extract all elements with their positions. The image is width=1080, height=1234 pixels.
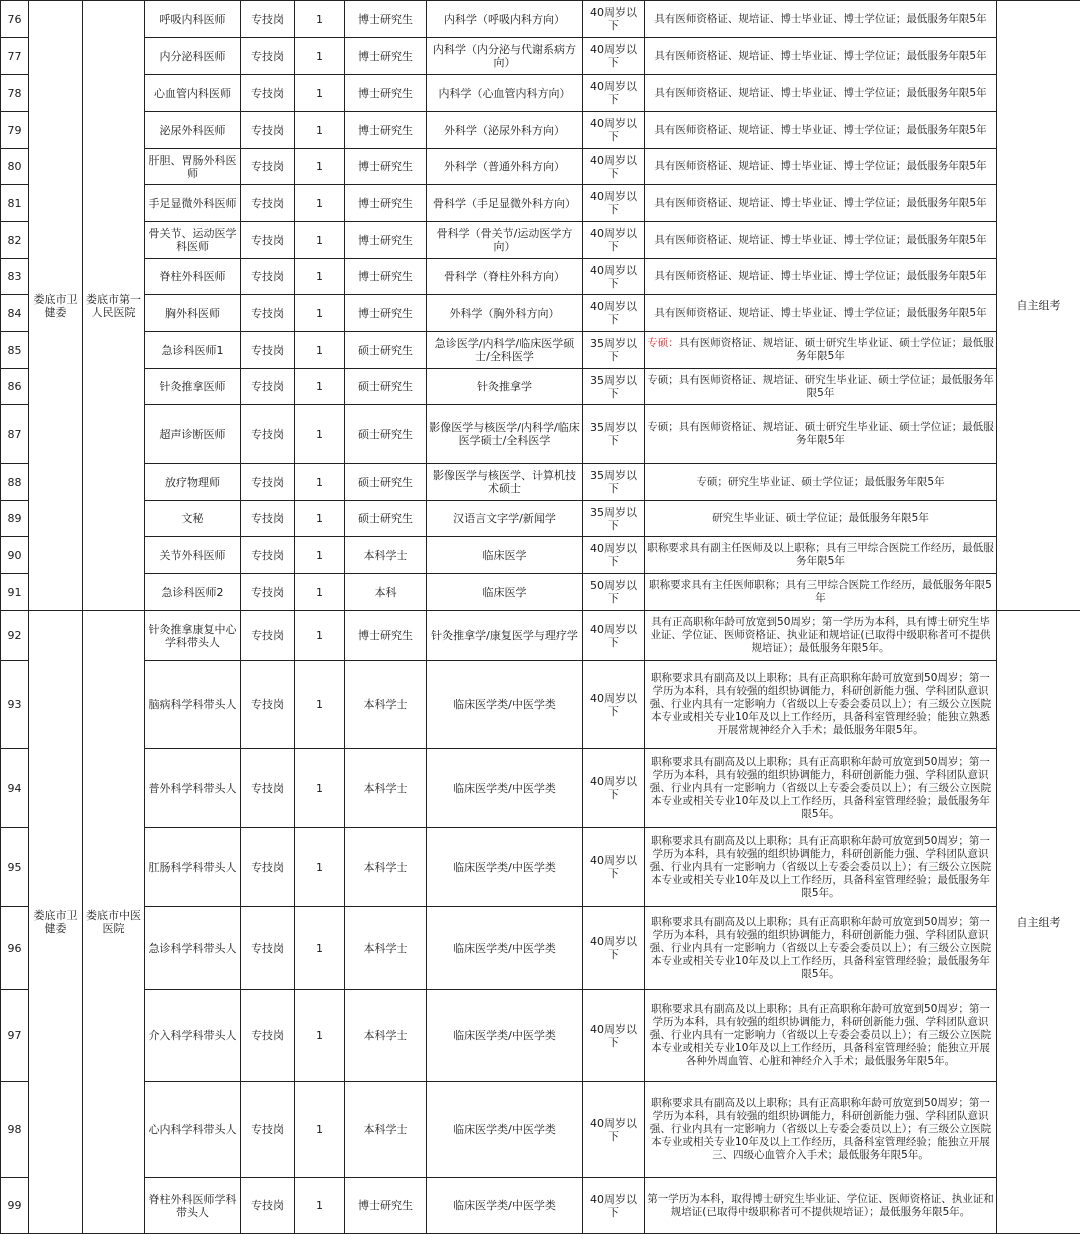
table-row <box>1 295 1080 332</box>
requirement-cell <box>645 574 997 611</box>
education-cell: 硕士研究生 <box>345 501 427 537</box>
row-number-cell: 76 <box>1 1 29 38</box>
requirement-cell <box>645 332 997 369</box>
count-cell: 1 <box>295 112 345 149</box>
post-type-cell: 专技岗 <box>241 259 295 295</box>
age-cell: 40周岁以下 <box>583 828 645 907</box>
post-type-cell: 专技岗 <box>241 1082 295 1178</box>
count-cell: 1 <box>295 295 345 332</box>
table-row <box>1 1082 1080 1178</box>
requirement-cell <box>645 1178 997 1234</box>
table-row <box>1 405 1080 464</box>
post-type-cell: 专技岗 <box>241 661 295 749</box>
requirement-text: 专硕；研究生毕业证、硕士学位证；最低服务年限5年 <box>696 476 944 488</box>
age-cell: 35周岁以下 <box>583 464 645 501</box>
post-type-cell: 专技岗 <box>241 332 295 369</box>
post-type-cell: 专技岗 <box>241 369 295 405</box>
position-cell: 呼吸内科医师 <box>145 1 241 38</box>
table-row <box>1 907 1080 990</box>
age-cell: 35周岁以下 <box>583 369 645 405</box>
post-type-cell: 专技岗 <box>241 990 295 1082</box>
major-cell: 内科学（心血管内科方向） <box>427 75 583 112</box>
post-type-cell: 专技岗 <box>241 537 295 574</box>
table-row <box>1 537 1080 574</box>
major-cell: 临床医学 <box>427 574 583 611</box>
post-type-cell: 专技岗 <box>241 574 295 611</box>
requirement-text: 职称要求具有副高及以上职称；具有正高职称年龄可放宽到50周岁；第一学历为本科，具有较强的组织协调能力，科研创新能力强、学科团队意识强、行业内具有一定影响力（省级以上专委会委员以上）；有三级公立医院本专业或相关专业10年及以上工作经历，具备科室管理经验；能独立熟悉开展常规神经介入手术；最低服务年限5年。 <box>650 672 991 736</box>
post-type-cell: 专技岗 <box>241 1 295 38</box>
row-number-cell: 94 <box>1 749 29 828</box>
major-cell: 骨科学（骨关节/运动医学方向） <box>427 222 583 259</box>
requirement-text: 专硕；具有医师资格证、规培证、硕士研究生毕业证、硕士学位证；最低服务年限5年 <box>647 421 994 446</box>
post-type-cell: 专技岗 <box>241 112 295 149</box>
position-cell: 急诊科医师1 <box>145 332 241 369</box>
major-cell: 临床医学类/中医学类 <box>427 990 583 1082</box>
age-cell: 40周岁以下 <box>583 295 645 332</box>
department-cell: 娄底市卫健委 <box>29 611 83 1234</box>
education-cell: 博士研究生 <box>345 611 427 661</box>
requirement-cell <box>645 112 997 149</box>
major-cell: 针灸推拿学/康复医学与理疗学 <box>427 611 583 661</box>
major-cell: 临床医学 <box>427 537 583 574</box>
education-cell: 博士研究生 <box>345 38 427 75</box>
requirement-cell <box>645 990 997 1082</box>
count-cell: 1 <box>295 405 345 464</box>
requirement-cell <box>645 185 997 222</box>
requirement-text: 具有医师资格证、规培证、博士毕业证、博士学位证；最低服务年限5年 <box>654 307 986 319</box>
post-type-cell: 专技岗 <box>241 907 295 990</box>
row-number-cell: 80 <box>1 149 29 185</box>
requirement-text: 职称要求具有副高及以上职称；具有正高职称年龄可放宽到50周岁；第一学历为本科，具有较强的组织协调能力，科研创新能力强、学科团队意识强、行业内具有一定影响力（省级以上专委会委员以上）；有三级公立医院本专业或相关专业10年及以上工作经历，具备科室管理经验；最低服务年限5年。 <box>650 835 991 899</box>
position-cell: 放疗物理师 <box>145 464 241 501</box>
requirement-cell <box>645 749 997 828</box>
row-number-cell: 92 <box>1 611 29 661</box>
major-cell: 临床医学类/中医学类 <box>427 749 583 828</box>
table-row <box>1 185 1080 222</box>
position-cell: 急诊科医师2 <box>145 574 241 611</box>
table-row <box>1 369 1080 405</box>
position-cell: 文秘 <box>145 501 241 537</box>
position-cell: 心内科学科带头人 <box>145 1082 241 1178</box>
position-cell: 肝胆、胃肠外科医师 <box>145 149 241 185</box>
education-cell: 本科 <box>345 574 427 611</box>
post-type-cell: 专技岗 <box>241 185 295 222</box>
education-cell: 硕士研究生 <box>345 369 427 405</box>
post-type-cell: 专技岗 <box>241 75 295 112</box>
major-cell: 内科学（呼吸内科方向） <box>427 1 583 38</box>
age-cell: 50周岁以下 <box>583 574 645 611</box>
table-row <box>1 332 1080 369</box>
position-cell: 介入科学科带头人 <box>145 990 241 1082</box>
requirement-cell <box>645 1082 997 1178</box>
requirement-cell <box>645 1 997 38</box>
requirement-text: 具有医师资格证、规培证、博士毕业证、博士学位证；最低服务年限5年 <box>654 160 986 172</box>
education-cell: 本科学士 <box>345 537 427 574</box>
count-cell: 1 <box>295 369 345 405</box>
row-number-cell: 93 <box>1 661 29 749</box>
count-cell: 1 <box>295 75 345 112</box>
exam-method-cell: 自主组考 <box>997 1 1080 611</box>
table-row <box>1 75 1080 112</box>
age-cell: 40周岁以下 <box>583 611 645 661</box>
count-cell: 1 <box>295 574 345 611</box>
count-cell: 1 <box>295 464 345 501</box>
requirement-cell <box>645 501 997 537</box>
requirement-text: 具有正高职称年龄可放宽到50周岁；第一学历为本科，具有博士研究生毕业证、学位证、医师资格证、执业证和规培证(已取得中级职称者可不提供规培证）；最低服务年限5年。 <box>650 616 990 654</box>
position-cell: 骨关节、运动医学科医师 <box>145 222 241 259</box>
education-cell: 博士研究生 <box>345 1178 427 1234</box>
requirement-text: 具有医师资格证、规培证、博士毕业证、博士学位证；最低服务年限5年 <box>654 234 986 246</box>
requirement-text: 第一学历为本科，取得博士研究生毕业证、学位证、医师资格证、执业证和规培证(已取得中级职称者可不提供规培证）；最低服务年限5年。 <box>647 1193 994 1218</box>
age-cell: 35周岁以下 <box>583 332 645 369</box>
count-cell: 1 <box>295 1082 345 1178</box>
count-cell: 1 <box>295 749 345 828</box>
row-number-cell: 79 <box>1 112 29 149</box>
requirement-cell <box>645 38 997 75</box>
position-cell: 内分泌科医师 <box>145 38 241 75</box>
post-type-cell: 专技岗 <box>241 405 295 464</box>
position-cell: 针灸推拿康复中心学科带头人 <box>145 611 241 661</box>
education-cell: 硕士研究生 <box>345 405 427 464</box>
row-number-cell: 77 <box>1 38 29 75</box>
row-number-cell: 82 <box>1 222 29 259</box>
age-cell: 40周岁以下 <box>583 537 645 574</box>
major-cell: 外科学（普通外科方向） <box>427 149 583 185</box>
table-row <box>1 1 1080 38</box>
major-cell: 临床医学类/中医学类 <box>427 661 583 749</box>
requirement-cell <box>645 369 997 405</box>
post-type-cell: 专技岗 <box>241 464 295 501</box>
education-cell: 本科学士 <box>345 661 427 749</box>
row-number-cell: 88 <box>1 464 29 501</box>
requirement-cell <box>645 149 997 185</box>
table-row <box>1 828 1080 907</box>
requirement-cell <box>645 295 997 332</box>
position-cell: 脊柱外科医师学科带头人 <box>145 1178 241 1234</box>
requirement-text: 具有医师资格证、规培证、博士毕业证、博士学位证；最低服务年限5年 <box>654 13 986 25</box>
post-type-cell: 专技岗 <box>241 749 295 828</box>
requirement-cell <box>645 907 997 990</box>
row-number-cell: 97 <box>1 990 29 1082</box>
requirement-text: 具有医师资格证、规培证、博士毕业证、博士学位证；最低服务年限5年 <box>654 50 986 62</box>
count-cell: 1 <box>295 259 345 295</box>
table-row <box>1 611 1080 661</box>
count-cell: 1 <box>295 990 345 1082</box>
position-cell: 肛肠科学科带头人 <box>145 828 241 907</box>
count-cell: 1 <box>295 537 345 574</box>
education-cell: 博士研究生 <box>345 149 427 185</box>
department-cell: 娄底市卫健委 <box>29 1 83 611</box>
requirement-cell <box>645 464 997 501</box>
position-cell: 泌尿外科医师 <box>145 112 241 149</box>
requirement-text: 职称要求具有副高及以上职称；具有正高职称年龄可放宽到50周岁；第一学历为本科，具有较强的组织协调能力，科研创新能力强、学科团队意识强、行业内具有一定影响力（省级以上专委会委员以上）；有三级公立医院本专业或相关专业10年及以上工作经历，具备科室管理经验；能独立开展三、四级心血管介入手术；最低服务年限5年。 <box>650 1097 991 1161</box>
education-cell: 本科学士 <box>345 749 427 828</box>
age-cell: 40周岁以下 <box>583 222 645 259</box>
table-row <box>1 38 1080 75</box>
count-cell: 1 <box>295 185 345 222</box>
age-cell: 40周岁以下 <box>583 1082 645 1178</box>
requirement-text: 职称要求具有副主任医师及以上职称；具有三甲综合医院工作经历，最低服务年限5年 <box>647 542 994 567</box>
post-type-cell: 专技岗 <box>241 828 295 907</box>
row-number-cell: 87 <box>1 405 29 464</box>
row-number-cell: 89 <box>1 501 29 537</box>
row-number-cell: 95 <box>1 828 29 907</box>
row-number-cell: 78 <box>1 75 29 112</box>
table-row <box>1 501 1080 537</box>
age-cell: 35周岁以下 <box>583 501 645 537</box>
count-cell: 1 <box>295 907 345 990</box>
major-cell: 影像医学与核医学、计算机技术硕士 <box>427 464 583 501</box>
education-cell: 博士研究生 <box>345 295 427 332</box>
age-cell: 40周岁以下 <box>583 149 645 185</box>
education-cell: 本科学士 <box>345 990 427 1082</box>
requirement-cell <box>645 828 997 907</box>
post-type-cell: 专技岗 <box>241 38 295 75</box>
position-cell: 心血管内科医师 <box>145 75 241 112</box>
row-number-cell: 90 <box>1 537 29 574</box>
requirement-text: 具有医师资格证、规培证、博士毕业证、博士学位证；最低服务年限5年 <box>654 197 986 209</box>
education-cell: 本科学士 <box>345 828 427 907</box>
count-cell: 1 <box>295 501 345 537</box>
education-cell: 本科学士 <box>345 1082 427 1178</box>
requirement-text: 职称要求具有主任医师职称；具有三甲综合医院工作经历，最低服务年限5年 <box>649 579 992 604</box>
age-cell: 40周岁以下 <box>583 907 645 990</box>
age-cell: 40周岁以下 <box>583 1 645 38</box>
row-number-cell: 84 <box>1 295 29 332</box>
table-row <box>1 464 1080 501</box>
position-cell: 关节外科医师 <box>145 537 241 574</box>
count-cell: 1 <box>295 222 345 259</box>
education-cell: 硕士研究生 <box>345 332 427 369</box>
count-cell: 1 <box>295 38 345 75</box>
unit-cell: 娄底市第一人民医院 <box>83 1 145 611</box>
post-type-cell: 专技岗 <box>241 295 295 332</box>
requirement-text: 专硕；具有医师资格证、规培证、研究生毕业证、硕士学位证；最低服务年限5年 <box>647 374 994 399</box>
age-cell: 40周岁以下 <box>583 38 645 75</box>
requirement-cell <box>645 222 997 259</box>
age-cell: 35周岁以下 <box>583 405 645 464</box>
post-type-cell: 专技岗 <box>241 611 295 661</box>
age-cell: 40周岁以下 <box>583 1178 645 1234</box>
count-cell: 1 <box>295 149 345 185</box>
table-body <box>1 1 1080 1234</box>
age-cell: 40周岁以下 <box>583 259 645 295</box>
age-cell: 40周岁以下 <box>583 185 645 222</box>
requirement-cell <box>645 611 997 661</box>
education-cell: 博士研究生 <box>345 259 427 295</box>
post-type-cell: 专技岗 <box>241 149 295 185</box>
table-row <box>1 112 1080 149</box>
post-type-cell: 专技岗 <box>241 222 295 259</box>
table-row <box>1 1178 1080 1234</box>
requirement-cell <box>645 75 997 112</box>
row-number-cell: 98 <box>1 1082 29 1178</box>
requirement-text: 具有医师资格证、规培证、硕士研究生毕业证、硕士学位证；最低服务年限5年 <box>679 337 994 362</box>
count-cell: 1 <box>295 332 345 369</box>
major-cell: 临床医学类/中医学类 <box>427 1178 583 1234</box>
row-number-cell: 99 <box>1 1178 29 1234</box>
count-cell: 1 <box>295 828 345 907</box>
major-cell: 急诊医学/内科学/临床医学硕士/全科医学 <box>427 332 583 369</box>
major-cell: 骨科学（手足显微外科方向） <box>427 185 583 222</box>
major-cell: 骨科学（脊柱外科方向） <box>427 259 583 295</box>
education-cell: 博士研究生 <box>345 112 427 149</box>
requirement-cell <box>645 405 997 464</box>
position-cell: 急诊科学科带头人 <box>145 907 241 990</box>
major-cell: 临床医学类/中医学类 <box>427 1082 583 1178</box>
education-cell: 博士研究生 <box>345 222 427 259</box>
major-cell: 内科学（内分泌与代谢系病方向） <box>427 38 583 75</box>
education-cell: 硕士研究生 <box>345 464 427 501</box>
requirement-text: 研究生毕业证、硕士学位证；最低服务年限5年 <box>712 512 929 524</box>
major-cell: 汉语言文字学/新闻学 <box>427 501 583 537</box>
requirement-cell <box>645 537 997 574</box>
major-cell: 影像医学与核医学/内科学/临床医学硕士/全科医学 <box>427 405 583 464</box>
position-cell: 超声诊断医师 <box>145 405 241 464</box>
exam-method-cell: 自主组考 <box>997 611 1080 1234</box>
education-cell: 博士研究生 <box>345 75 427 112</box>
requirement-text: 具有医师资格证、规培证、博士毕业证、博士学位证；最低服务年限5年 <box>654 124 986 136</box>
table-row <box>1 661 1080 749</box>
row-number-cell: 81 <box>1 185 29 222</box>
major-cell: 临床医学类/中医学类 <box>427 907 583 990</box>
unit-cell: 娄底市中医医院 <box>83 611 145 1234</box>
requirement-prefix: 专硕： <box>647 337 679 349</box>
position-cell: 胸外科医师 <box>145 295 241 332</box>
major-cell: 外科学（胸外科方向） <box>427 295 583 332</box>
requirement-text: 具有医师资格证、规培证、博士毕业证、博士学位证；最低服务年限5年 <box>654 270 986 282</box>
table-row <box>1 574 1080 611</box>
table-row <box>1 149 1080 185</box>
age-cell: 40周岁以下 <box>583 749 645 828</box>
major-cell: 针灸推拿学 <box>427 369 583 405</box>
position-cell: 脑病科学科带头人 <box>145 661 241 749</box>
position-cell: 脊柱外科医师 <box>145 259 241 295</box>
table-row <box>1 259 1080 295</box>
position-cell: 针灸推拿医师 <box>145 369 241 405</box>
count-cell: 1 <box>295 1 345 38</box>
requirement-cell <box>645 661 997 749</box>
table-row <box>1 222 1080 259</box>
row-number-cell: 96 <box>1 907 29 990</box>
requirement-cell <box>645 259 997 295</box>
row-number-cell: 85 <box>1 332 29 369</box>
count-cell: 1 <box>295 661 345 749</box>
count-cell: 1 <box>295 1178 345 1234</box>
education-cell: 本科学士 <box>345 907 427 990</box>
education-cell: 博士研究生 <box>345 1 427 38</box>
post-type-cell: 专技岗 <box>241 501 295 537</box>
age-cell: 40周岁以下 <box>583 75 645 112</box>
age-cell: 40周岁以下 <box>583 661 645 749</box>
age-cell: 40周岁以下 <box>583 112 645 149</box>
requirement-text: 具有医师资格证、规培证、博士毕业证、博士学位证；最低服务年限5年 <box>654 87 986 99</box>
row-number-cell: 83 <box>1 259 29 295</box>
position-cell: 手足显微外科医师 <box>145 185 241 222</box>
age-cell: 40周岁以下 <box>583 990 645 1082</box>
requirement-text: 职称要求具有副高及以上职称；具有正高职称年龄可放宽到50周岁；第一学历为本科，具有较强的组织协调能力，科研创新能力强、学科团队意识强、行业内具有一定影响力（省级以上专委会委员以上）；有三级公立医院本专业或相关专业10年及以上工作经历，具备科室管理经验；最低服务年限5年。 <box>650 756 991 820</box>
requirement-text: 职称要求具有副高及以上职称；具有正高职称年龄可放宽到50周岁；第一学历为本科，具有较强的组织协调能力，科研创新能力强、学科团队意识强、行业内具有一定影响力（省级以上专委会委员以上）；有三级公立医院本专业或相关专业10年及以上工作经历，具备科室管理经验；能独立开展各种外周血管、心脏和神经介入手术；最低服务年限5年。 <box>650 1003 991 1067</box>
table-row <box>1 749 1080 828</box>
row-number-cell: 86 <box>1 369 29 405</box>
count-cell: 1 <box>295 611 345 661</box>
row-number-cell: 91 <box>1 574 29 611</box>
education-cell: 博士研究生 <box>345 185 427 222</box>
table-row <box>1 990 1080 1082</box>
post-type-cell: 专技岗 <box>241 1178 295 1234</box>
requirement-text: 职称要求具有副高及以上职称；具有正高职称年龄可放宽到50周岁；第一学历为本科，具有较强的组织协调能力，科研创新能力强、学科团队意识强、行业内具有一定影响力（省级以上专委会委员以上）；有三级公立医院本专业或相关专业10年及以上工作经历，具备科室管理经验；最低服务年限5年。 <box>650 916 991 980</box>
position-cell: 普外科学科带头人 <box>145 749 241 828</box>
major-cell: 临床医学类/中医学类 <box>427 828 583 907</box>
major-cell: 外科学（泌尿外科方向） <box>427 112 583 149</box>
